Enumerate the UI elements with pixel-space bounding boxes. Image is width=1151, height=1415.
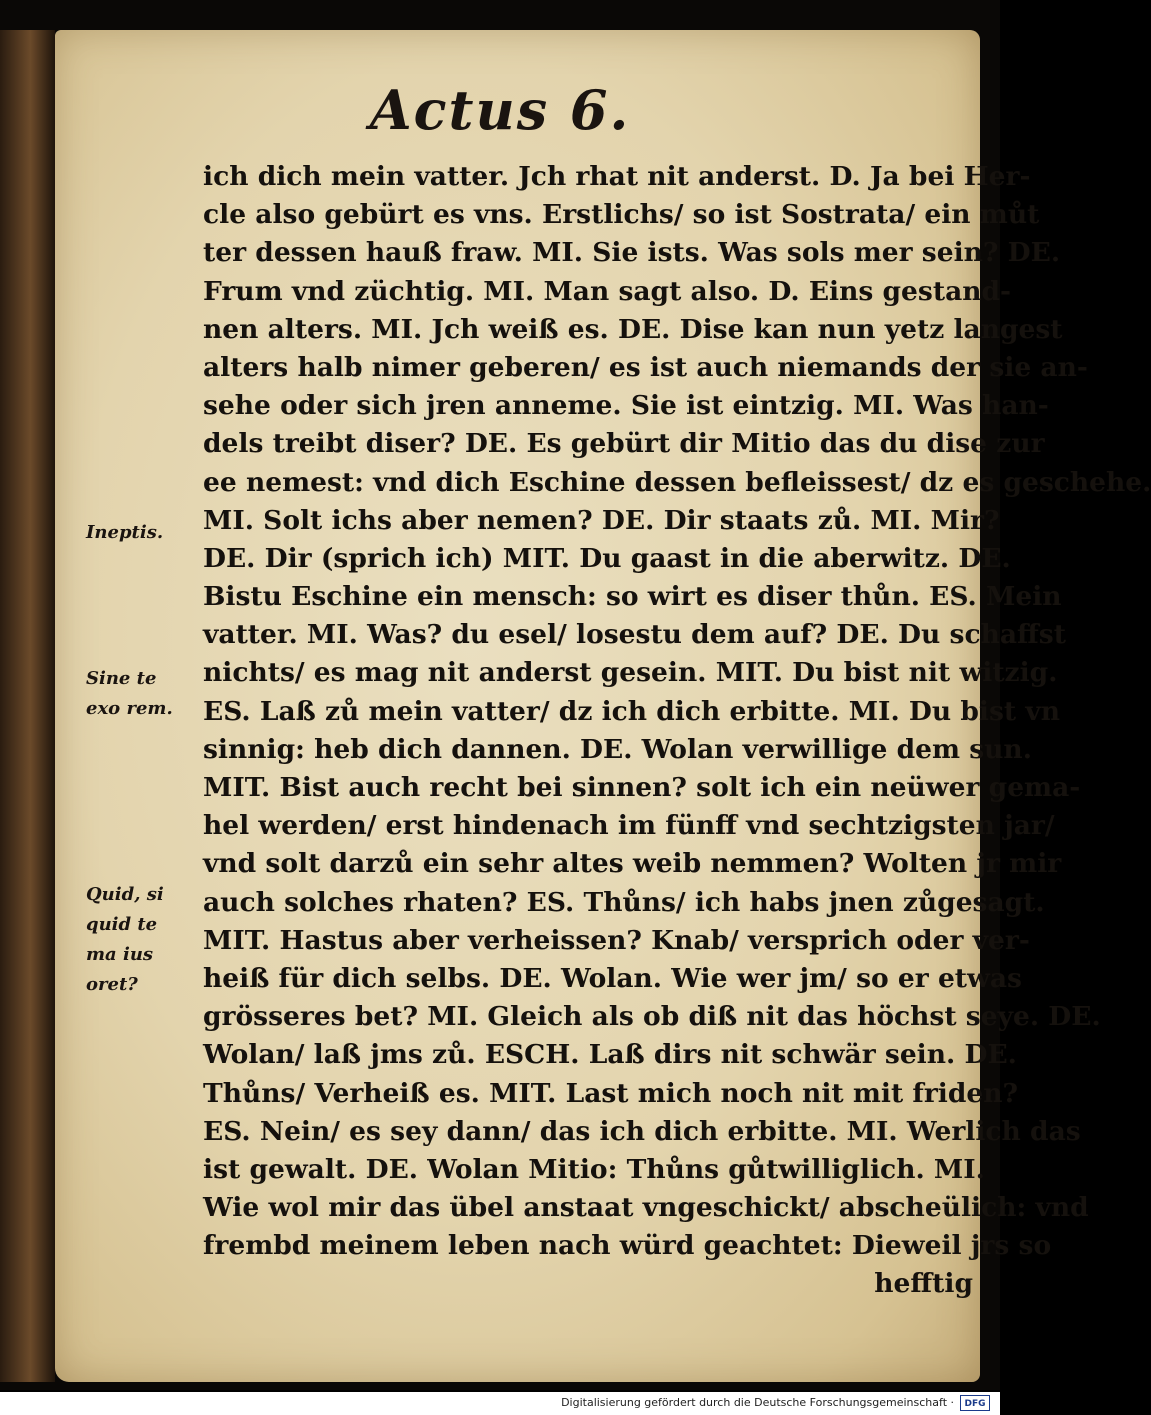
page-heading: Actus 6. bbox=[369, 78, 631, 142]
text-line: Wie wol mir das übel anstaat vngeschickt/ abscheülich: vnd bbox=[203, 1192, 1089, 1224]
text-line: Bistu Eschine ein mensch: so wirt es diser thůn. ES. Mein bbox=[203, 581, 1062, 613]
text-line: Frum vnd züchtig. MI. Man sagt also. D. Eins gestand- bbox=[203, 275, 1012, 307]
text-line: grösseres bet? MI. Gleich als ob diß nit das höchst seye. DE. bbox=[203, 1001, 1101, 1033]
text-line: dels treibt diser? DE. Es gebürt dir Mitio das du dise zur bbox=[203, 428, 1045, 460]
text-line: Thůns/ Verheiß es. MIT. Last mich noch nit mit friden? bbox=[203, 1077, 1019, 1109]
text-line: nichts/ es mag nit anderst gesein. MIT. Du bist nit witzig. bbox=[203, 657, 1058, 689]
text-line: nen alters. MI. Jch weiß es. DE. Dise kan nun yetz langest bbox=[203, 313, 1063, 345]
text-line: ES. Laß zů mein vatter/ dz ich dich erbitte. MI. Du bist vn bbox=[203, 695, 1061, 727]
body-text bbox=[203, 158, 1151, 1304]
text-line: MI. Solt ichs aber nemen? DE. Dir staats zů. MI. Mir? bbox=[203, 504, 1000, 536]
text-line: ES. Nein/ es sey dann/ das ich dich erbitte. MI. Werlich das bbox=[203, 1115, 1081, 1147]
margin-note: Ineptis. bbox=[86, 522, 164, 543]
text-line: hel werden/ erst hindenach im fünff vnd sechtzigsten jar/ bbox=[203, 810, 1055, 842]
footer-bar bbox=[0, 1392, 1000, 1415]
dfg-logo: DFG bbox=[960, 1395, 990, 1411]
text-line: ter dessen hauß fraw. MI. Sie ists. Was sols mer sein? DE. bbox=[203, 237, 1061, 269]
text-line: DE. Dir (sprich ich) MIT. Du gaast in die aberwitz. DE. bbox=[203, 542, 1011, 574]
text-line: alters halb nimer geberen/ es ist auch niemands der sie an- bbox=[203, 351, 1088, 383]
text-line: auch solches rhaten? ES. Thůns/ ich habs jnen zůgesagt. bbox=[203, 886, 1045, 918]
text-line: sehe oder sich jren anneme. Sie ist eintzig. MI. Was han- bbox=[203, 390, 1049, 422]
text-line: ich dich mein vatter. Jch rhat nit anderst. D. Ja bei Her- bbox=[203, 161, 1031, 192]
margin-note: Quid, si quid te ma ius oret? bbox=[86, 884, 164, 995]
funding-credit: Digitalisierung gefördert durch die Deutsche Forschungsgemeinschaft · bbox=[561, 1396, 954, 1409]
text-line: sinnig: heb dich dannen. DE. Wolan verwillige dem sun. bbox=[203, 733, 1032, 765]
text-line: cle also gebürt es vns. Erstlichs/ so ist Sostrata/ ein můt bbox=[203, 199, 1040, 231]
margin-note: Sine te exo rem. bbox=[86, 668, 173, 719]
text-line: frembd meinem leben nach würd geachtet: Dieweil jrs so bbox=[203, 1230, 1052, 1262]
text-line: MIT. Bist auch recht bei sinnen? solt ich ein neüwer gema- bbox=[203, 772, 1081, 803]
text-line: vnd solt darzů ein sehr altes weib nemmen? Wolten jr mir bbox=[203, 848, 1062, 880]
text-line: heiß für dich selbs. DE. Wolan. Wie wer jm/ so er etwas bbox=[203, 962, 1022, 994]
text-line: Wolan/ laß jms zů. ESCH. Laß dirs nit schwär sein. DE. bbox=[203, 1039, 1017, 1071]
book-spine bbox=[0, 30, 55, 1382]
text-line: MIT. Hastus aber verheissen? Knab/ versprich oder ver- bbox=[203, 924, 1030, 956]
text-line: ist gewalt. DE. Wolan Mitio: Thůns gůtwilliglich. MI. bbox=[203, 1153, 985, 1185]
text-line: vatter. MI. Was? du esel/ losestu dem auf? DE. Du schaffst bbox=[203, 619, 1066, 651]
text-line: ee nemest: vnd dich Eschine dessen befleissest/ dz es geschehe. bbox=[203, 466, 1151, 498]
catchword: hefftig bbox=[874, 1268, 973, 1300]
